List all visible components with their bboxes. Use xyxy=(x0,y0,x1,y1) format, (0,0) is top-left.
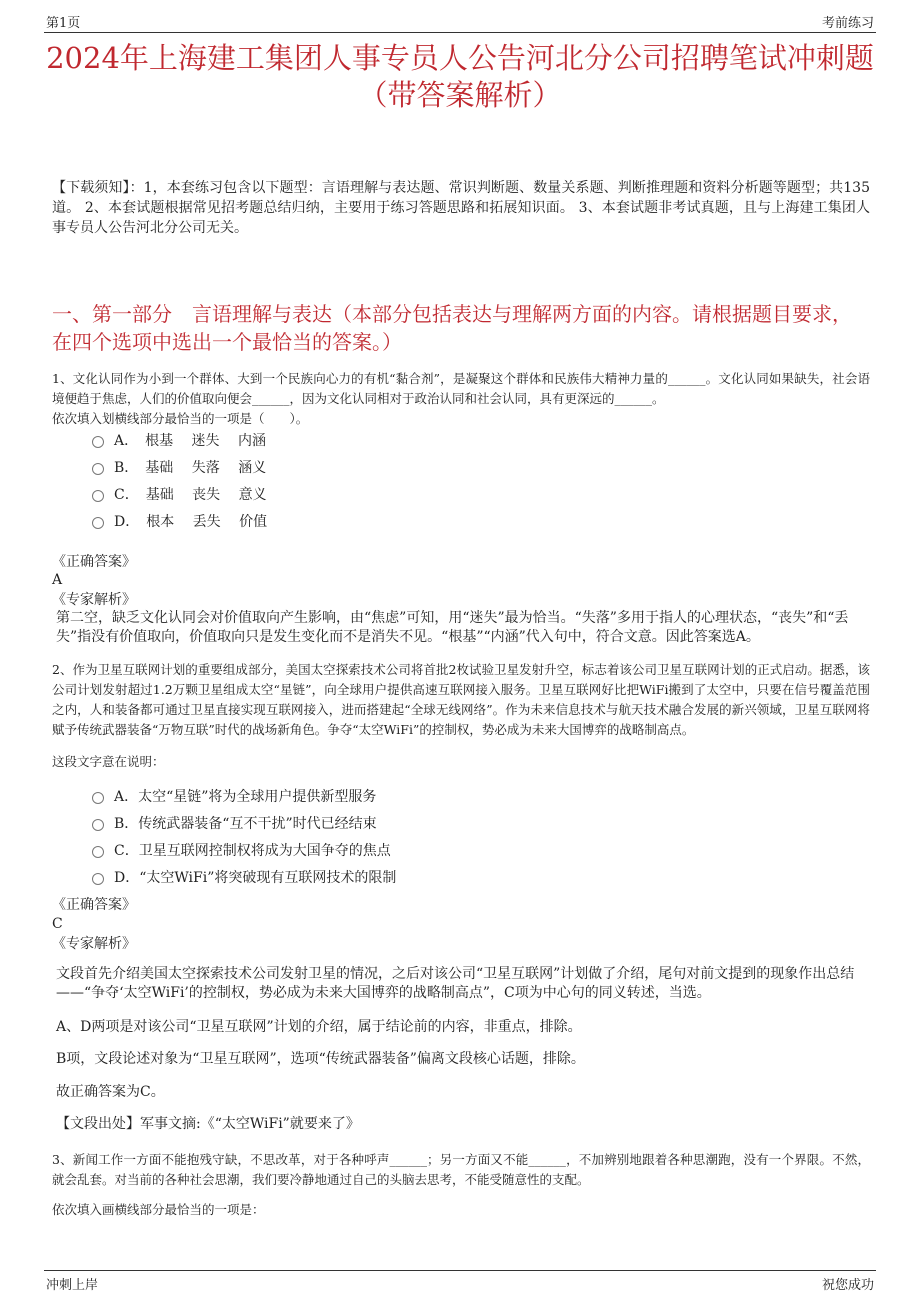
option-b[interactable] xyxy=(92,809,396,836)
analysis-paragraph: A、D两项是对该公司“卫星互联网”计划的介绍，属于结论前的内容，非重点，排除。 xyxy=(56,1019,582,1035)
question-3-ask: 依次填入画横线部分最恰当的一项是： xyxy=(52,1202,265,1217)
question-2-options xyxy=(92,782,396,890)
option-label: B． 基础 失落 涵义 xyxy=(114,459,267,476)
header-divider xyxy=(44,32,876,33)
option-label: D． 根本 丢失 价值 xyxy=(114,513,268,530)
radio-icon[interactable] xyxy=(92,463,104,475)
option-label: B．传统武器装备“互不干扰”时代已经结束 xyxy=(114,815,377,832)
analysis-paragraph: 文段首先介绍美国太空探索技术公司发射卫星的情况，之后对该公司“卫星互联网”计划做了介绍，尾句对前文提到的现象作出总结——“争夺‘太空WiFi’的控制权，势必成为未来大国博弈的战略制高点”，C项为中心句的同义转述，当选。 xyxy=(56,966,855,1001)
question-2-stem: 2、作为卫星互联网计划的重要组成部分，美国太空探索技术公司将首批2枚试验卫星发射升空，标志着该公司卫星互联网计划的正式启动。据悉，该公司计划发射超过1.2万颗卫星组成太空“星链”，向全球用户提供高速互联网接入服务。卫星互联网好比把WiFi搬到了太空中，只要在信号覆盖范围之内，人和装备都可通过卫星直接实现互联网接入，进而搭建起“全球无线网络”。作为未来信息技术与航天技术融合发展的新兴领域，卫星互联网将赋予传统武器装备“万物互联”时代的战场新角色。争夺“太空WiFi”的控制权，势必成为未来大国博弈的战略制高点。 xyxy=(52,662,870,737)
option-c[interactable] xyxy=(92,836,396,863)
question-3-stem: 3、新闻工作一方面不能抱残守缺，不思改革，对于各种呼声______；另一方面又不能______，不加辨别地跟着各种思潮跑，没有一个界限。不然，就会乱套。对当前的各种社会思潮，我们要冷静地通过自己的头脑去思考，不能受随意性的支配。 xyxy=(52,1152,870,1187)
analysis-label: 《专家解析》 xyxy=(52,592,136,608)
question-1-ask: 依次填入划横线部分最恰当的一项是（ ）。 xyxy=(52,411,309,426)
analysis-label: 《专家解析》 xyxy=(52,936,136,952)
analysis-text: 第二空，缺乏文化认同会对价值取向产生影响，由“焦虑”可知，用“迷失”最为恰当。“失落”多用于指人的心理状态，“丧失”和“丢失”指没有价值取向，价值取向只是发生变化而不是消失不见。“根基”“内涵”代入句中，符合文意。因此答案选A。 xyxy=(56,610,849,645)
radio-icon[interactable] xyxy=(92,490,104,502)
section-heading: 一、第一部分 言语理解与表达（本部分包括表达与理解两方面的内容。请根据题目要求，在四个选项中选出一个最恰当的答案。） xyxy=(52,302,852,354)
option-label: C．卫星互联网控制权将成为大国争夺的焦点 xyxy=(114,842,391,859)
radio-icon[interactable] xyxy=(92,846,104,858)
document-title: 2024年上海建工集团人事专员人公告河北分公司招聘笔试冲刺题（带答案解析） xyxy=(46,41,874,112)
answer-value: A xyxy=(52,572,63,588)
question-1-stem: 1、文化认同作为小到一个群体、大到一个民族向心力的有机“黏合剂”，是凝聚这个群体和民族伟大精神力量的______。文化认同如果缺失，社会语境便趋于焦虑，人们的价值取向便会______，因为文化认同相对于政治认同和社会认同，具有更深远的______。 xyxy=(52,371,870,406)
analysis-paragraph: 故正确答案为C。 xyxy=(56,1084,165,1100)
answer-label: 《正确答案》 xyxy=(52,897,136,913)
option-a[interactable] xyxy=(92,782,396,809)
header-tag: 考前练习 xyxy=(821,16,874,31)
option-label: A．太空“星链”将为全球用户提供新型服务 xyxy=(114,788,377,805)
question-2-ask: 这段文字意在说明： xyxy=(52,754,165,769)
option-label: A． 根基 迷失 内涵 xyxy=(114,432,267,449)
radio-icon[interactable] xyxy=(92,517,104,529)
option-label: D．“太空WiFi”将突破现有互联网技术的限制 xyxy=(114,869,397,886)
radio-icon[interactable] xyxy=(92,873,104,885)
radio-icon[interactable] xyxy=(92,436,104,448)
analysis-paragraph: B项，文段论述对象为“卫星互联网”，选项“传统武器装备”偏离文段核心话题，排除。 xyxy=(56,1051,585,1067)
option-a[interactable] xyxy=(92,426,267,453)
question-1-options xyxy=(92,426,267,534)
footer-right: 祝您成功 xyxy=(821,1278,874,1293)
page-number: 第1页 xyxy=(46,16,81,31)
answer-label: 《正确答案》 xyxy=(52,554,136,570)
radio-icon[interactable] xyxy=(92,819,104,831)
footer-divider xyxy=(44,1270,876,1271)
option-c[interactable] xyxy=(92,480,267,507)
footer-left: 冲刺上岸 xyxy=(46,1278,99,1293)
option-d[interactable] xyxy=(92,507,267,534)
analysis-source: 【文段出处】军事文摘:《“太空WiFi”就要来了》 xyxy=(56,1116,360,1132)
download-notice: 【下载须知】：1，本套练习包含以下题型：言语理解与表达题、常识判断题、数量关系题、判断推理题和资料分析题等题型；共135道。 2、本套试题根据常见招考题总结归纳，主要用于练习答题思路和拓展知识面。 3、本套试题非考试真题，且与上海建工集团人事专员人公告河北分公司无关。 xyxy=(52,180,870,236)
option-b[interactable] xyxy=(92,453,267,480)
radio-icon[interactable] xyxy=(92,792,104,804)
answer-value: C xyxy=(52,916,63,932)
option-label: C． 基础 丧失 意义 xyxy=(114,486,267,503)
option-d[interactable] xyxy=(92,863,396,890)
